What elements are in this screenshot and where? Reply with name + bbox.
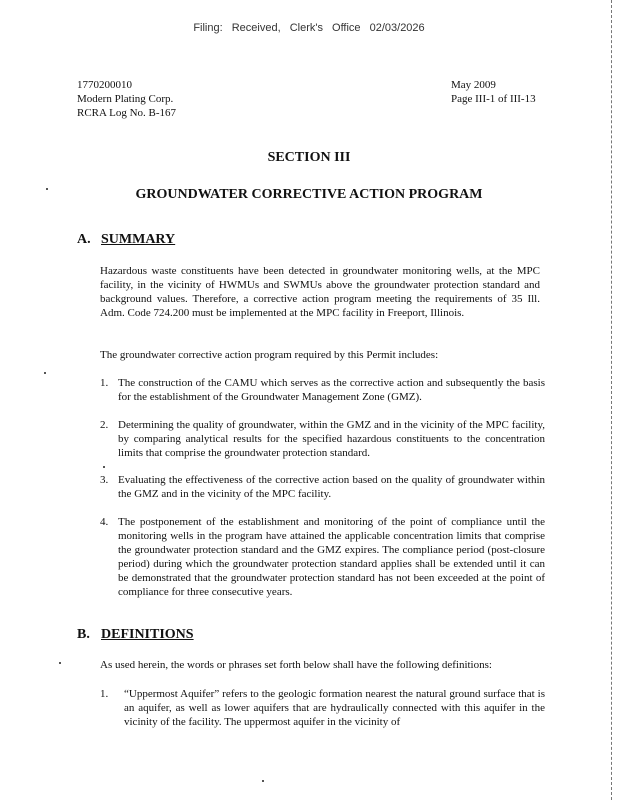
summary-heading <box>77 232 175 248</box>
page-edge-rule <box>611 0 612 800</box>
definitions-intro: As used herein, the words or phrases set forth below shall have the following definitions: <box>100 659 492 671</box>
program-item-text: Determining the quality of groundwater, within the GMZ and in the vicinity of the MPC facility, by comparing analytical results for the specified hazardous constituents to the concentration limits that comprise the groundwater protection standard. <box>118 419 545 459</box>
scan-speck <box>44 372 46 374</box>
definitions-heading-letter: B. <box>77 627 90 642</box>
program-item-text: The construction of the CAMU which serves as the corrective action and subsequently the basis for the establishment of the Groundwater Management Zone (GMZ). <box>118 377 545 403</box>
scan-speck <box>103 466 105 468</box>
program-intro: The groundwater corrective action program required by this Permit includes: <box>100 349 439 361</box>
scan-speck <box>59 662 61 664</box>
program-item <box>100 515 545 599</box>
program-item <box>100 376 545 404</box>
program-item <box>100 418 545 460</box>
scan-speck <box>262 780 264 782</box>
permit-id: 1770200010 <box>77 79 132 91</box>
definitions-heading-text: DEFINITIONS <box>101 627 194 642</box>
program-item-number: 1. <box>100 377 109 389</box>
header-left-block <box>77 78 176 120</box>
definitions-heading <box>77 627 194 643</box>
program-item-text: Evaluating the effectiveness of the corrective action based on the quality of groundwater within the GMZ and in the vicinity of the MPC facility. <box>118 474 545 500</box>
scan-speck <box>46 188 48 190</box>
definition-item <box>100 687 545 729</box>
program-item-number: 3. <box>100 474 109 486</box>
summary-heading-text: SUMMARY <box>101 232 176 247</box>
definition-item-number: 1. <box>100 688 109 700</box>
program-item-number: 4. <box>100 516 109 528</box>
header-right-block <box>451 78 536 106</box>
program-item <box>100 473 545 501</box>
summary-heading-letter: A. <box>77 232 91 247</box>
log-number: RCRA Log No. B-167 <box>77 107 177 119</box>
definition-item-text: “Uppermost Aquifer” refers to the geologic formation nearest the natural ground surface that is an aquifer, as well as lower aquifers that are hydraulically connected with this aquifer in the vicinity of the facility. The uppermost aquifer in the vicinity of <box>124 688 545 728</box>
section-number: SECTION III <box>267 150 351 165</box>
page-number: Page III-1 of III-13 <box>451 93 536 105</box>
document-date: May 2009 <box>451 79 496 91</box>
filing-stamp: Filing: Received, Clerk's Office 02/03/2026 <box>193 22 425 34</box>
company-name: Modern Plating Corp. <box>77 93 174 105</box>
section-title: GROUNDWATER CORRECTIVE ACTION PROGRAM <box>135 187 483 202</box>
program-item-number: 2. <box>100 419 109 431</box>
program-item-text: The postponement of the establishment and monitoring of the point of compliance until the monitoring wells in the program have attained the applicable concentration limits that comprise the groundwater protection standard and the GMZ expires. The compliance period (post-closure period) during which the groundwater protection standard applies shall be extended until it can be demonstrated that the groundwater protection standard has not been exceeded at the point of compliance for three consecutive years. <box>118 516 545 598</box>
summary-paragraph: Hazardous waste constituents have been detected in groundwater monitoring wells, at the MPC facility, in the vicinity of HWMUs and SWMUs above the groundwater protection standard and background values. Therefore, a corrective action program meeting the requirements of 35 Ill. Adm. Code 724.200 must be implemented at the MPC facility in Freeport, Illinois. <box>100 265 540 319</box>
